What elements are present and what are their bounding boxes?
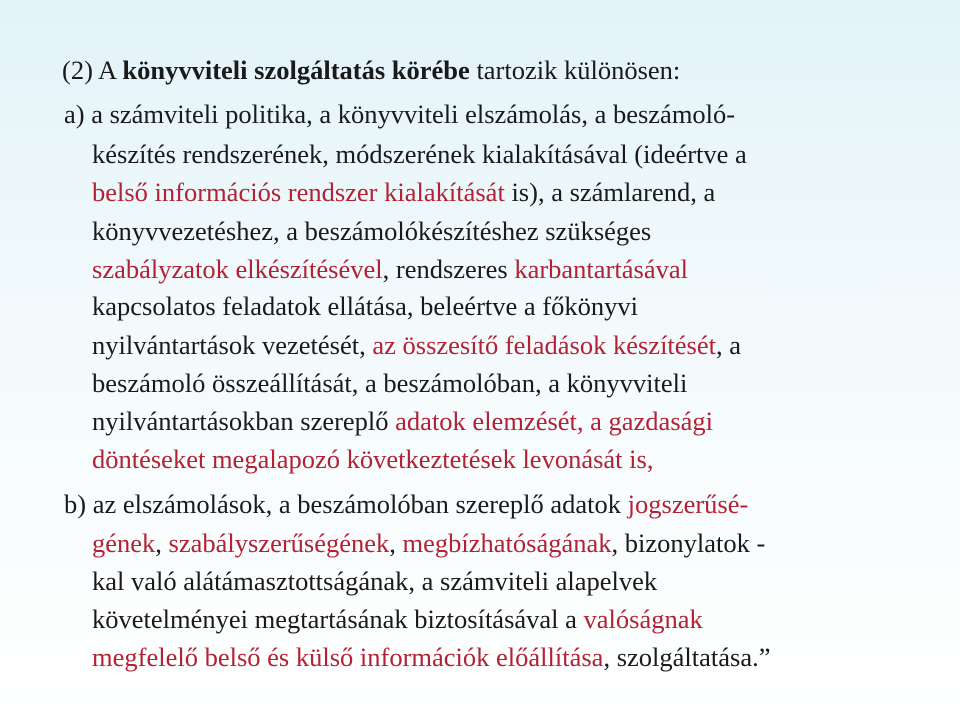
text-run: kal való alátámasztottságának, a számviteli alapelvek [92,566,658,596]
bold-text: könyvviteli szolgáltatás körébe [122,55,470,85]
highlighted-text: megfelelő belső és külső információk előállítása [92,642,604,672]
text-run: , bizonylatok - [611,528,766,558]
item-a-line-8 [92,366,687,400]
item-b-line-3 [92,564,657,598]
heading-line [62,53,680,87]
text-run: nyilvántartásokban szereplő [92,406,396,436]
text-run: kapcsolatos feladatok ellátása, beleértve a főkönyvi [92,291,638,321]
item-a-line-10 [92,442,653,476]
text-run: könyvvezetéshez, a beszámolókészítéshez szükséges [92,216,652,246]
item-b-line-1 [64,487,748,521]
item-a-line-5 [92,252,688,286]
highlighted-text: belső információs rendszer kialakítását [92,177,505,207]
highlighted-text: döntéseket megalapozó következtetések levonását is, [92,444,654,474]
text-run: készítés rendszerének, módszerének kialakításával (ideértve a [92,139,747,169]
highlighted-text: az összesítő feladások készítését [372,330,716,360]
highlighted-text: karbantartásával [514,254,688,284]
highlighted-text: szabályszerűségének [168,528,390,558]
text-run: a) a számviteli politika, a könyvviteli elszámolás, a beszámoló- [64,99,736,129]
text-run: , szolgáltatása.” [603,642,771,672]
item-a-line-9 [92,404,713,438]
highlighted-text: adatok elemzését, a gazdasági [395,406,714,436]
text-run: , [389,528,403,558]
text-run: beszámoló összeállítását, a beszámolóban, a könyvviteli [92,368,688,398]
text-run: b) az elszámolások, a beszámolóban szereplő adatok [64,489,628,519]
highlighted-text: szabályzatok elkészítésével [92,254,383,284]
text-run: követelményei megtartásának biztosításával a [92,604,584,634]
item-b-line-4 [92,602,703,636]
highlighted-text: jogszerűsé- [627,489,749,519]
text-run: is), a számlarend, a [504,177,716,207]
text-run: , [155,528,169,558]
text-run: nyilvántartások vezetését, [92,330,373,360]
highlighted-text: gének [92,528,156,558]
item-a-line-3 [92,175,715,209]
text-run: (2) A [62,55,123,85]
highlighted-text: valóságnak [583,604,703,634]
highlighted-text: megbízhatóságának [402,528,612,558]
item-b-line-5 [92,640,770,674]
item-a-line-2 [92,137,747,171]
item-a-line-7 [92,328,741,362]
item-b-line-2 [92,526,765,560]
item-a-line-6 [92,289,638,323]
item-a-line-1 [64,97,735,131]
item-a-line-4 [92,214,651,248]
text-run: , a [716,330,742,360]
text-run: , rendszeres [382,254,515,284]
text-run: tartozik különösen: [469,55,681,85]
